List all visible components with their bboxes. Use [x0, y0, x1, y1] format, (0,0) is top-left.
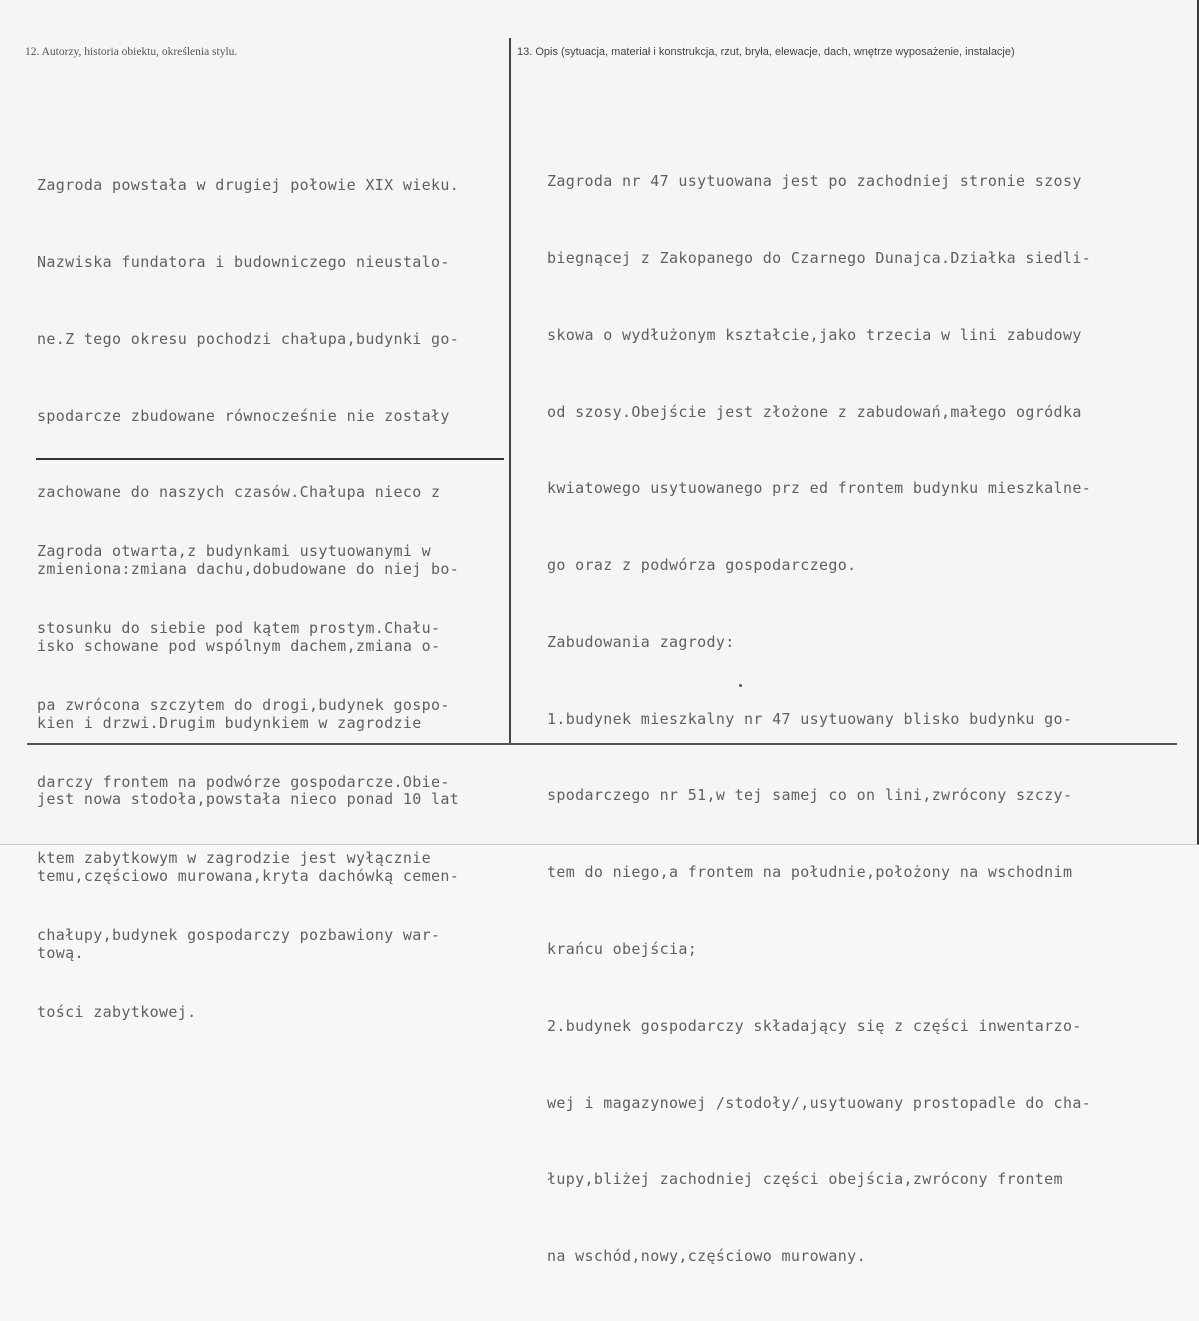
text-line: spodarczego nr 51,w tej samej co on lini,zwrócony szczy- [547, 786, 1073, 805]
text-line: ktem zabytkowym w zagrodzie jest wyłącznie [37, 849, 431, 868]
text-line: go oraz z podwórza gospodarczego. [547, 556, 857, 575]
text-line: 1.budynek mieszkalny nr 47 usytuowany blisko budynku go- [547, 709, 1073, 728]
text-line: biegnącej z Zakopanego do Czarnego Dunajca.Działka siedli- [547, 248, 1092, 267]
text-line: stosunku do siebie pod kątem prostym.Chału- [37, 618, 441, 637]
ink-speck [739, 684, 742, 687]
text-line: Zabudowania zagrody: [547, 632, 735, 651]
text-line: tości zabytkowej. [37, 1002, 197, 1021]
style-text [37, 488, 450, 1077]
text-line: wej i magazynowej /stodoły/,usytuowany prostopadle do cha- [547, 1093, 1092, 1112]
text-line: tem do niego,a frontem na południe,położony na wschodnim [547, 863, 1073, 882]
text-line: ne.Z tego okresu pochodzi chałupa,budynki go- [37, 329, 460, 348]
text-line: pa zwrócona szczytem do drogi,budynek gospo- [37, 695, 450, 714]
text-line: darczy frontem na podwórze gospodarcze.Obie- [37, 772, 450, 791]
text-line: chałupy,budynek gospodarczy pozbawiony war- [37, 926, 441, 945]
text-line: 2.budynek gospodarczy składający się z części inwentarzo- [547, 1016, 1082, 1035]
text-line: skowa o wydłużonym kształcie,jako trzecia w lini zabudowy [547, 325, 1082, 344]
text-line: Zagroda otwarta,z budynkami usytuowanymi w [37, 542, 431, 561]
text-line: kwiatowego usytuowanego prz ed frontem budynku mieszkalne- [547, 479, 1092, 498]
text-line: krańcu obejścia; [547, 940, 698, 958]
text-line: spodarcze zbudowane równocześnie nie zostały [37, 406, 450, 425]
text-line: Nazwiska fundatora i budowniczego nieustalo- [37, 252, 450, 271]
text-line: na wschód,nowy,częściowo murowany. [547, 1247, 866, 1266]
column-divider [509, 38, 511, 744]
text-line: zachowane do naszych czasów.Chałupa nieco z [37, 483, 441, 502]
text-line: Zagroda powstała w drugiej połowie XIX wieku. [37, 176, 460, 195]
text-line: isko schowane pod wspólnym dachem,zmiana o- [37, 636, 441, 655]
section-13-header: 13. Opis (sytuacja, materiał i konstrukcja, rzut, bryła, elewacje, dach, wnętrze wyposażenie, instalacje) [517, 46, 1015, 58]
text-line: Zagroda nr 47 usytuowana jest po zachodniej stronie szosy [547, 172, 1082, 191]
text-line: od szosy.Obejście jest złożone z zabudowań,małego ogródka [547, 402, 1082, 421]
text-line: jest nowa stodoła,powstała nieco ponad 10 lat [37, 790, 460, 809]
text-line: łupy,bliżej zachodniej części obejścia,zwrócony frontem [547, 1170, 1063, 1189]
section-12-header: 12. Autorzy, historia obiektu, określenia stylu. [25, 46, 238, 58]
text-line: tową. [37, 944, 84, 962]
description-text [547, 118, 1091, 1321]
text-line: kien i drzwi.Drugim budynkiem w zagrodzie [37, 713, 422, 732]
text-line: zmieniona:zmiana dachu,dobudowane do niej bo- [37, 560, 460, 579]
text-line: temu,częściowo murowana,kryta dachówką cemen- [37, 867, 460, 886]
